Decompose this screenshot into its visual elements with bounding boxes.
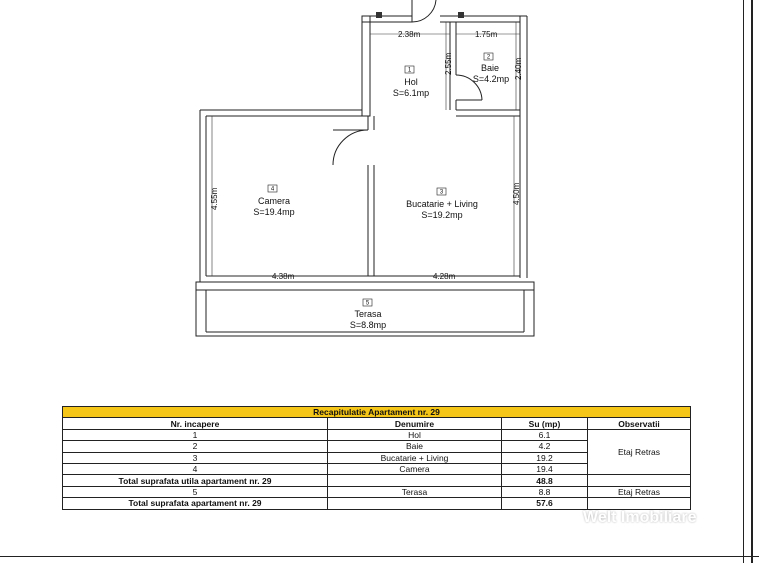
header-nr: Nr. incapere	[63, 418, 328, 429]
total-row: Total suprafata apartament nr. 29 57.6	[63, 498, 691, 509]
header-denumire: Denumire	[328, 418, 502, 429]
room-name: Camera	[257, 196, 291, 206]
dim-hol-height: 2.55m	[444, 52, 453, 75]
table-row: 4 Camera 19.4	[63, 463, 691, 474]
room-name: Terasa	[354, 309, 382, 319]
dim-living-height: 4.50m	[512, 182, 521, 205]
dim-living-width: 4.28m	[433, 272, 456, 281]
dim-hol-width: 2.38m	[398, 30, 421, 39]
dim-camera-width: 4.38m	[272, 272, 295, 281]
table-row: 2 Baie 4.2	[63, 441, 691, 452]
room-area: S=4.2mp	[472, 74, 510, 84]
room-terasa	[350, 299, 386, 330]
room-name: Hol	[404, 77, 418, 87]
room-name: Bucatarie + Living	[406, 199, 478, 209]
room-hol	[393, 66, 429, 98]
terasa-row: 5 Terasa 8.8 Etaj Retras	[63, 486, 691, 497]
summary-table	[62, 406, 691, 510]
room-number: 4	[270, 186, 275, 193]
room-baie	[473, 53, 509, 84]
table-title: Recapitulatie Apartament nr. 29	[63, 407, 691, 418]
dim-camera-height: 4.55m	[210, 187, 219, 210]
room-area: S=8.8mp	[349, 320, 387, 330]
room-area: S=19.4mp	[253, 207, 295, 217]
dim-baie-width: 1.75m	[475, 30, 498, 39]
room-number: 1	[407, 67, 412, 74]
frame-bottom-edge	[0, 556, 759, 557]
room-name: Baie	[480, 63, 500, 73]
frame-right-edge	[751, 0, 753, 563]
watermark-logo-icon	[557, 510, 579, 526]
header-su: Su (mp)	[502, 418, 588, 429]
dim-baie-height: 2.40m	[514, 57, 523, 80]
table-row: 3 Bucatarie + Living 19.2	[63, 452, 691, 463]
watermark-text: Welt Imobiliare	[583, 509, 697, 526]
room-area: S=6.1mp	[392, 88, 430, 98]
table-header-row	[63, 418, 691, 429]
room-number: 2	[486, 54, 491, 61]
header-observatii: Observatii	[588, 418, 691, 429]
frame-right-line	[743, 0, 744, 563]
room-area: S=19.2mp	[421, 210, 463, 220]
total-util-row: Total suprafata utila apartament nr. 29 48.8	[63, 475, 691, 486]
table-row: 1 Hol 6.1 Etaj Retras	[63, 429, 691, 440]
room-number: 5	[365, 300, 370, 307]
observatii-group: Etaj Retras	[588, 429, 691, 475]
room-bucatarie-living	[406, 188, 478, 220]
room-number: 3	[439, 189, 444, 196]
room-camera	[253, 185, 294, 217]
watermark	[557, 509, 697, 527]
